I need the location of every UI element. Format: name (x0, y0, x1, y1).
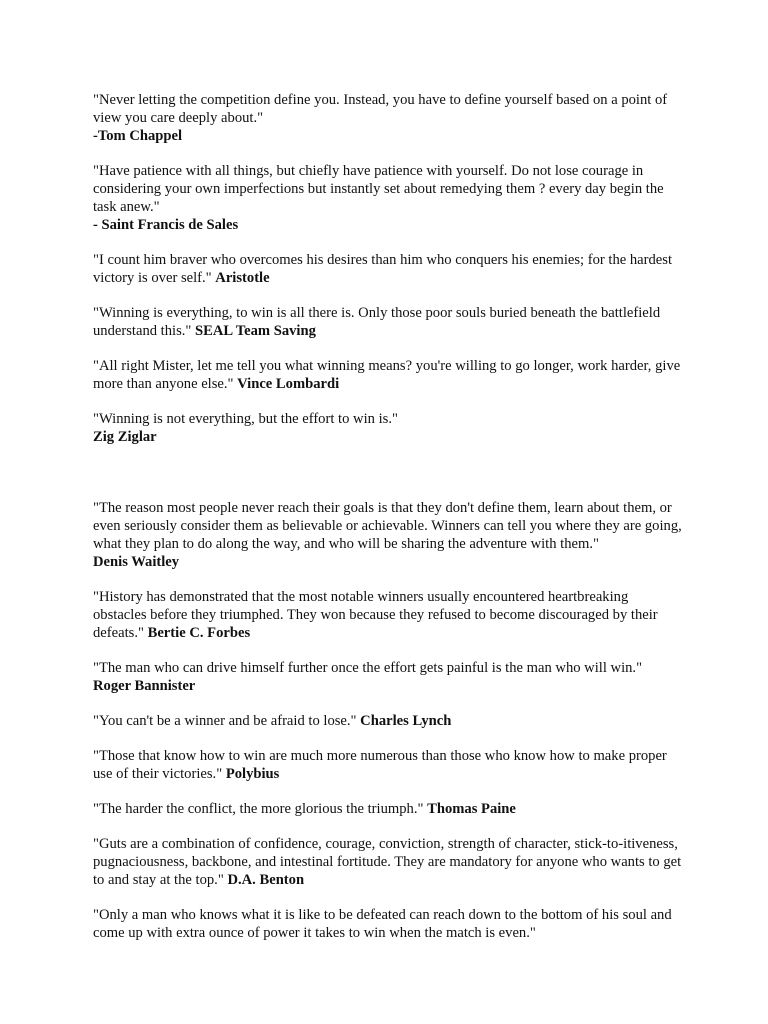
quote-author: Charles Lynch (360, 713, 452, 729)
quote-text: "The man who can drive himself further once the effort gets painful is the man who will win." (93, 660, 643, 676)
quote-text: "Guts are a combination of confidence, courage, conviction, strength of character, stick-to-itiveness, pugnaciousness, backbone, and intestinal fortitude. They are mandatory for anyone who wants to get to and stay at the top." (93, 836, 682, 888)
quote-text: "Those that know how to win are much more numerous than those who know how to make proper use of their victories." (93, 748, 667, 782)
quote-paragraph (93, 835, 683, 889)
quote-author: - Saint Francis de Sales (93, 217, 239, 233)
quote-text: "Winning is not everything, but the effort to win is." (93, 411, 398, 427)
quote-author: -Tom Chappel (93, 128, 183, 144)
quote-paragraph (93, 91, 683, 145)
quote-text: "All right Mister, let me tell you what winning means? you're willing to go longer, work harder, give more than anyone else." (93, 358, 681, 392)
document-page (93, 91, 683, 959)
quote-paragraph (93, 800, 683, 818)
quote-paragraph (93, 659, 683, 695)
quote-author: D.A. Benton (227, 872, 305, 888)
quote-paragraph (93, 499, 683, 571)
quote-text: "Have patience with all things, but chiefly have patience with yourself. Do not lose courage in considering your own imperfections but instantly set about remedying them ? every day begin the task anew." (93, 163, 664, 215)
quote-text: "You can't be a winner and be afraid to lose." (93, 713, 357, 729)
quote-text: "The harder the conflict, the more glorious the triumph." (93, 801, 424, 817)
quote-author: Vince Lombardi (237, 376, 340, 392)
quote-text: "Winning is everything, to win is all there is. Only those poor souls buried beneath the battlefield understand this." (93, 305, 661, 339)
quote-text: "Only a man who knows what it is like to be defeated can reach down to the bottom of his soul and come up with extra ounce of power it takes to win when the match is even." (93, 907, 672, 941)
quote-author: Roger Bannister (93, 678, 196, 694)
quote-author: Polybius (225, 766, 280, 782)
quote-paragraph (93, 304, 683, 340)
quote-text: "The reason most people never reach their goals is that they don't define them, learn about them, or even seriously consider them as believable or achievable. Winners can tell you where they are going, what they plan to do along the way, and who will be sharing the adventure with them." (93, 500, 682, 552)
quote-paragraph (93, 747, 683, 783)
quote-text: "Never letting the competition define you. Instead, you have to define yourself based on a point of view you care deeply about." (93, 92, 668, 126)
quote-paragraph (93, 162, 683, 234)
quote-text: "I count him braver who overcomes his desires than him who conquers his enemies; for the hardest victory is over self." (93, 252, 673, 286)
quote-author: Denis Waitley (93, 554, 180, 570)
quote-paragraph (93, 357, 683, 393)
quote-paragraph (93, 588, 683, 642)
quote-author: Aristotle (215, 270, 270, 286)
quote-author: Thomas Paine (427, 801, 516, 817)
quote-paragraph (93, 410, 683, 446)
quote-author: Zig Ziglar (93, 429, 157, 445)
quote-author: Bertie C. Forbes (147, 625, 251, 641)
quote-paragraph (93, 712, 683, 730)
quote-paragraph (93, 906, 683, 942)
quote-author: SEAL Team Saving (195, 323, 316, 339)
quote-paragraph (93, 251, 683, 287)
quote-text: "History has demonstrated that the most notable winners usually encountered heartbreaking obstacles before they triumphed. They won because they refused to become discouraged by their defeats." (93, 589, 658, 641)
